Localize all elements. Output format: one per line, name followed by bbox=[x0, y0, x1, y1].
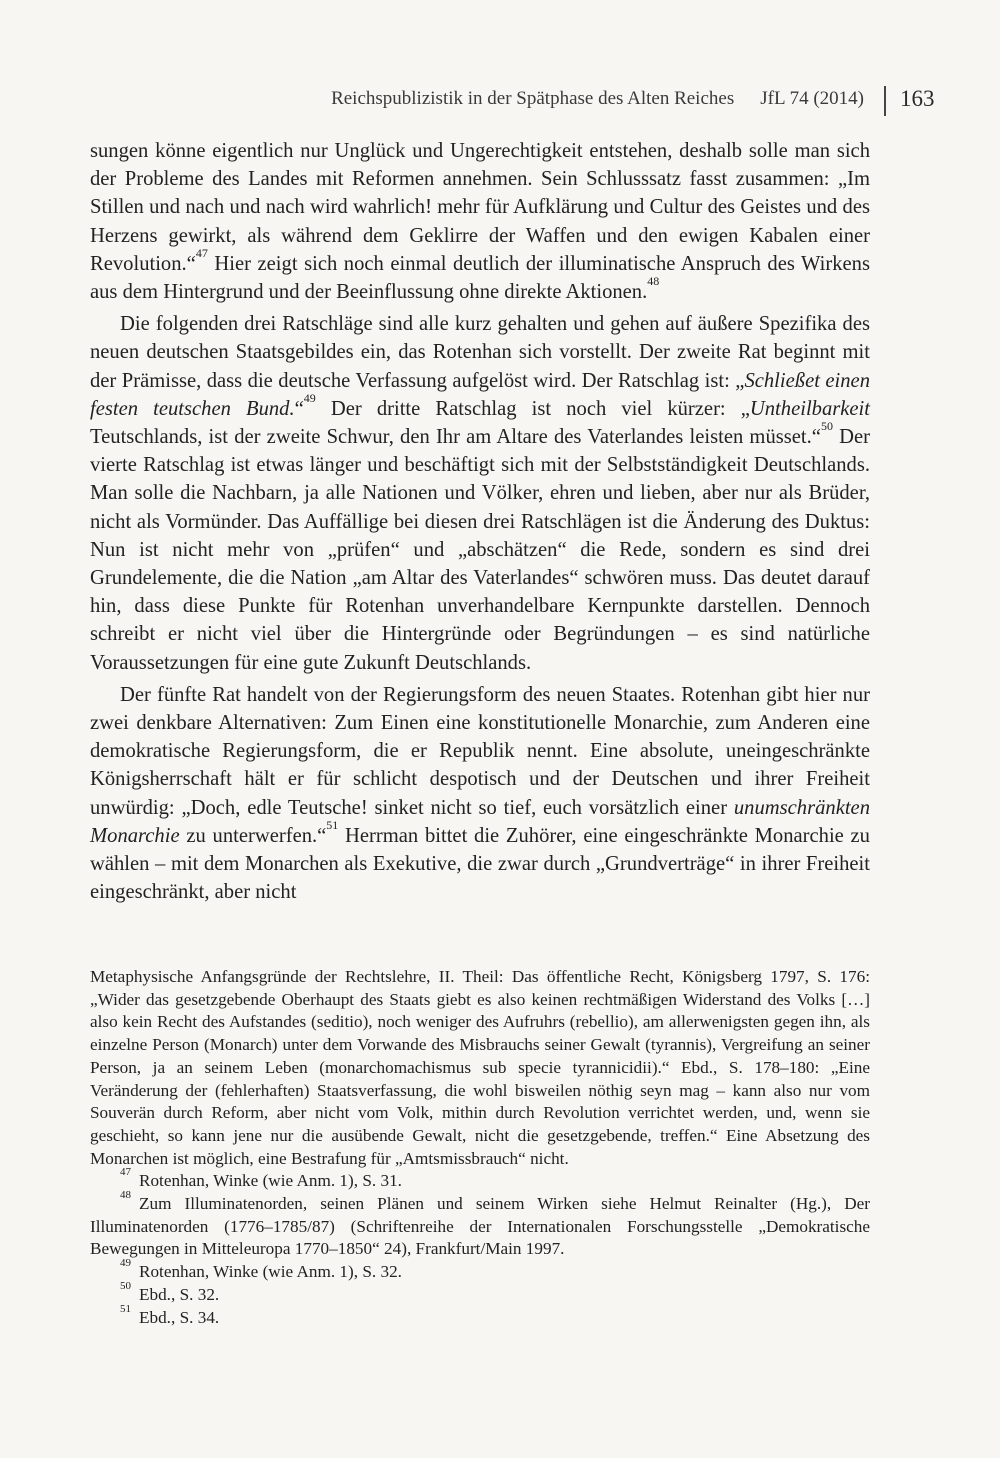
footnote-number: 51 bbox=[120, 1302, 131, 1315]
text-span: Der dritte Ratschlag ist noch viel kürzer: „ bbox=[315, 397, 750, 420]
footnote-continuation: Metaphysische Anfangsgründe der Rechtslehre, II. Theil: Das öffentliche Recht, Königsberg 1797, S. 176: „Wider das gesetzgebende Oberhaupt des Staats giebt es also keinen rechtmäßigen Widerstand des Volks […] also kein Recht des Aufstandes (seditio), noch weniger des Aufruhrs (rebellio), am allerwenigsten gegen ihn, als einzelne Person (Monarch) unter dem Vorwande des Misbrauchs seiner Gewalt (tyrannis), Vergreifung an seiner Person, ja an seinem Leben (monarchomachismus sub specie tyrannicidii).“ Ebd., S. 178–180: „Eine Veränderung der (fehlerhaften) Staatsverfassung, die wohl bisweilen nöthig seyn mag – kann also nur vom Souverän durch Reform, aber nicht vom Volk, mithin durch Revolution verrichtet werden, und, wenn sie geschieht, so kann jene nur die ausübende Gewalt, nicht die gesetzgebende, treffen.“ Eine Absetzung des Monarchen ist möglich, eine Bestrafung für „Amtsmissbrauch“ nicht. bbox=[90, 967, 870, 1168]
footnote-50 bbox=[90, 1279, 870, 1307]
paragraph-1 bbox=[90, 137, 870, 306]
footnote-text: Zum Illuminatenorden, seinen Plänen und seinem Wirken siehe Helmut Reinalter (Hg.), Der Illuminatenorden (1776–1785/87) (Schriftenreihe der Internationalen Forschungsstelle „Demokratische Bewegungen in Mitteleuropa 1770–1850“ 24), Frankfurt/Main 1997. bbox=[90, 1194, 870, 1259]
footnote-ref-47[interactable]: 47 bbox=[195, 245, 208, 260]
text-span: Teutschlands, ist der zweite Schwur, den Ihr am Altare des Vaterlandes leisten müsset.“ bbox=[90, 426, 821, 449]
footnote-ref-48[interactable]: 48 bbox=[647, 274, 660, 289]
footnote-number: 50 bbox=[120, 1279, 131, 1292]
footnote-49 bbox=[90, 1257, 870, 1284]
footnote-48 bbox=[90, 1189, 870, 1261]
text-span: sungen könne eigentlich nur Unglück und Ungerechtigkeit entstehen, deshalb solle man sich der Probleme des Landes mit Reformen annehmen. Sein Schlusssatz fasst zusammen: „Im Stillen und nach und nach wird wahrlich! mehr für Aufklärung und Cultur des Geistes und des Herzens gewirkt, als während dem Geklirre der Waffen und den ewigen Kabalen einer Revolution.“ bbox=[90, 140, 870, 275]
footnote-text: Rotenhan, Winke (wie Anm. 1), S. 32. bbox=[139, 1262, 402, 1282]
footnote-text: Ebd., S. 32. bbox=[139, 1284, 220, 1304]
paragraph-2 bbox=[90, 310, 870, 677]
text-span: “ bbox=[294, 397, 304, 420]
running-title-line bbox=[331, 88, 864, 110]
footnote-number: 47 bbox=[120, 1166, 131, 1179]
footnote-number: 49 bbox=[120, 1257, 131, 1270]
header-divider bbox=[884, 86, 886, 116]
paragraph-3 bbox=[90, 681, 870, 907]
footnotes bbox=[90, 966, 870, 1329]
quote-italic: Schließet einen festen teutschen Bund. bbox=[90, 369, 870, 420]
journal-citation: JfL 74 (2014) bbox=[760, 88, 864, 109]
text-span: Der vierte Ratschlag ist etwas länger und beschäftigt sich mit der Selbstständigkeit Deutschlands. Man solle die Nachbarn, ja alle Nationen und Völker, ehren und lieben, aber nur als Brüder, nicht als Vormünder. Das Auffällige bei diesen drei Ratschlägen ist die Änderung des Duktus: Nun ist nicht mehr von „prüfen“ und „abschätzen“ die Rede, sondern es sind drei Grundelemente, die die Nation „am Altar des Vaterlandes“ schwören muss. Das deutet darauf hin, dass diese Punkte für Rotenhan unverhandelbare Kernpunkte darstellen. Dennoch schreibt er nicht viel über die Hintergründe oder Begründungen – es sind natürliche Voraussetzungen für eine gute Zukunft Deutschlands. bbox=[90, 426, 870, 674]
text-span: Die folgenden drei Ratschläge sind alle kurz gehalten und gehen auf äußere Spezifika des neuen deutschen Staatsgebildes ein, das Rotenhan sich vorstellt. Der zweite Rat beginnt mit der Prämisse, dass die deutsche Verfassung aufgelöst wird. Der Ratschlag ist: „ bbox=[90, 313, 870, 392]
footnote-text: Ebd., S. 34. bbox=[139, 1307, 220, 1327]
footnote-ref-50[interactable]: 50 bbox=[820, 419, 833, 434]
text-span: Der fünfte Rat handelt von der Regierungsform des neuen Staates. Rotenhan gibt hier nur zwei denkbare Alternativen: Zum Einen eine konstitutionelle Monarchie, zum Anderen eine demokratische Regierungsform, die er Republik nennt. Eine absolute, uneingeschränkte Königsherrschaft hält er für schlicht despotisch und der Deutschen und ihrer Freiheit unwürdig: „Doch, edle Teutsche! sinket nicht so tief, euch vorsätzlich einer bbox=[90, 683, 870, 819]
running-header bbox=[0, 86, 1000, 116]
text-span: Herrman bittet die Zuhörer, eine eingeschränkte Monarchie zu wählen – mit dem Monarchen als Exekutive, die zwar durch „Grundverträge“ in ihrer Freiheit eingeschränkt, aber nicht bbox=[90, 824, 870, 904]
quote-italic: Untheilbarkeit bbox=[749, 397, 870, 420]
quote-italic: unumschränkten Monarchie bbox=[90, 796, 870, 847]
footnote-number: 48 bbox=[120, 1189, 131, 1202]
running-title: Reichspublizistik in der Spätphase des Alten Reiches bbox=[331, 88, 735, 109]
footnote-ref-49[interactable]: 49 bbox=[303, 390, 316, 405]
main-text bbox=[90, 137, 870, 906]
footnote-ref-51[interactable]: 51 bbox=[326, 817, 339, 832]
text-span: Hier zeigt sich noch einmal deutlich der illuminatische Anspruch des Wirkens aus dem Hintergrund und der Beeinflussung ohne direkte Aktionen. bbox=[90, 252, 870, 304]
footnote-47 bbox=[90, 1166, 870, 1193]
page-number: 163 bbox=[900, 86, 935, 111]
footnote-51 bbox=[90, 1302, 870, 1330]
footnote-text: Rotenhan, Winke (wie Anm. 1), S. 31. bbox=[139, 1171, 402, 1191]
text-span: zu unterwerfen.“ bbox=[179, 824, 327, 847]
